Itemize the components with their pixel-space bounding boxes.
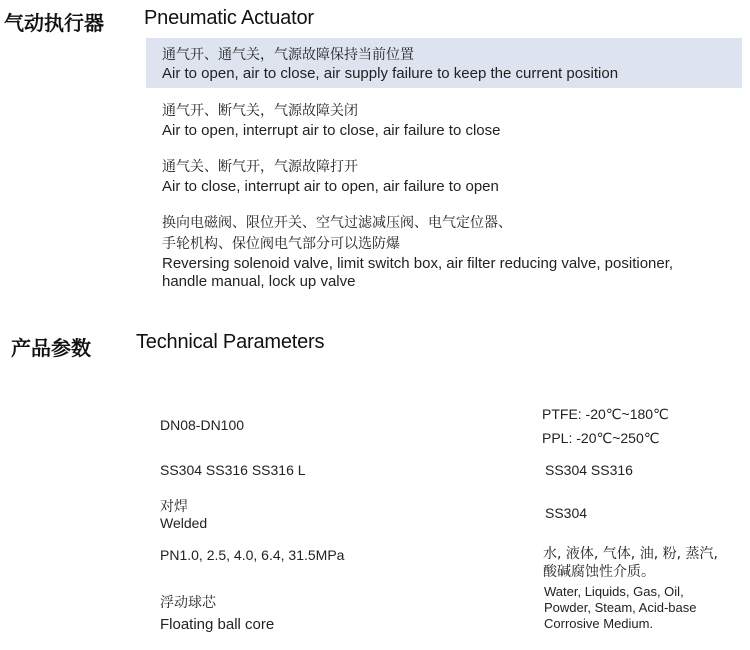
param-medium-en-line3: Corrosive Medium.	[544, 616, 654, 631]
accessories-cn-line2: 手轮机构、保位阀电气部分可以选防爆	[162, 236, 400, 252]
option-1-en: Air to open, air to close, air supply failure to keep the current position	[162, 65, 619, 82]
option-3-cn: 通气关、断气开，气源故障打开	[162, 159, 358, 175]
param-body-material: SS304 SS316 SS316 L	[160, 462, 306, 478]
param-ball-type-en: Floating ball core	[160, 616, 275, 633]
param-ball-material: SS304 SS316	[545, 462, 633, 478]
option-2-en: Air to open, interrupt air to close, air failure to close	[162, 122, 501, 139]
option-2-cn: 通气开、断气关，气源故障关闭	[162, 103, 358, 119]
param-medium-en-line1: Water, Liquids, Gas, Oil,	[544, 584, 684, 599]
param-stem-material: SS304	[545, 505, 588, 521]
param-medium-en-line2: Powder, Steam, Acid-base	[544, 600, 697, 615]
option-1-cn: 通气开、通气关，气源故障保持当前位置	[162, 47, 414, 63]
accessories-cn-line1: 换向电磁阀、限位开关、空气过滤减压阀、电气定位器、	[162, 215, 512, 231]
param-pressure: PN1.0, 2.5, 4.0, 6.4, 31.5MPa	[160, 547, 345, 563]
section-title-en: Pneumatic Actuator	[144, 7, 314, 29]
param-temp-ppl: PPL: -20℃~250℃	[542, 430, 660, 446]
option-3-en: Air to close, interrupt air to open, air failure to open	[162, 178, 499, 195]
param-medium-cn-line1: 水, 液体, 气体, 油, 粉, 蒸汽,	[543, 546, 718, 562]
param-medium-cn-line2: 酸碱腐蚀性介质。	[543, 564, 655, 580]
param-size: DN08-DN100	[160, 417, 245, 433]
param-temp-ptfe: PTFE: -20℃~180℃	[542, 406, 669, 422]
param-connection-en: Welded	[160, 515, 208, 531]
params-title-cn: 产品参数	[11, 336, 91, 360]
accessories-en-line1: Reversing solenoid valve, limit switch box, air filter reducing valve, positioner,	[162, 255, 674, 272]
param-ball-type-cn: 浮动球芯	[160, 595, 216, 611]
param-connection-cn: 对焊	[160, 499, 188, 515]
accessories-en-line2: handle manual, lock up valve	[162, 273, 356, 290]
section-title-cn: 气动执行器	[4, 11, 104, 35]
params-title-en: Technical Parameters	[136, 331, 325, 353]
